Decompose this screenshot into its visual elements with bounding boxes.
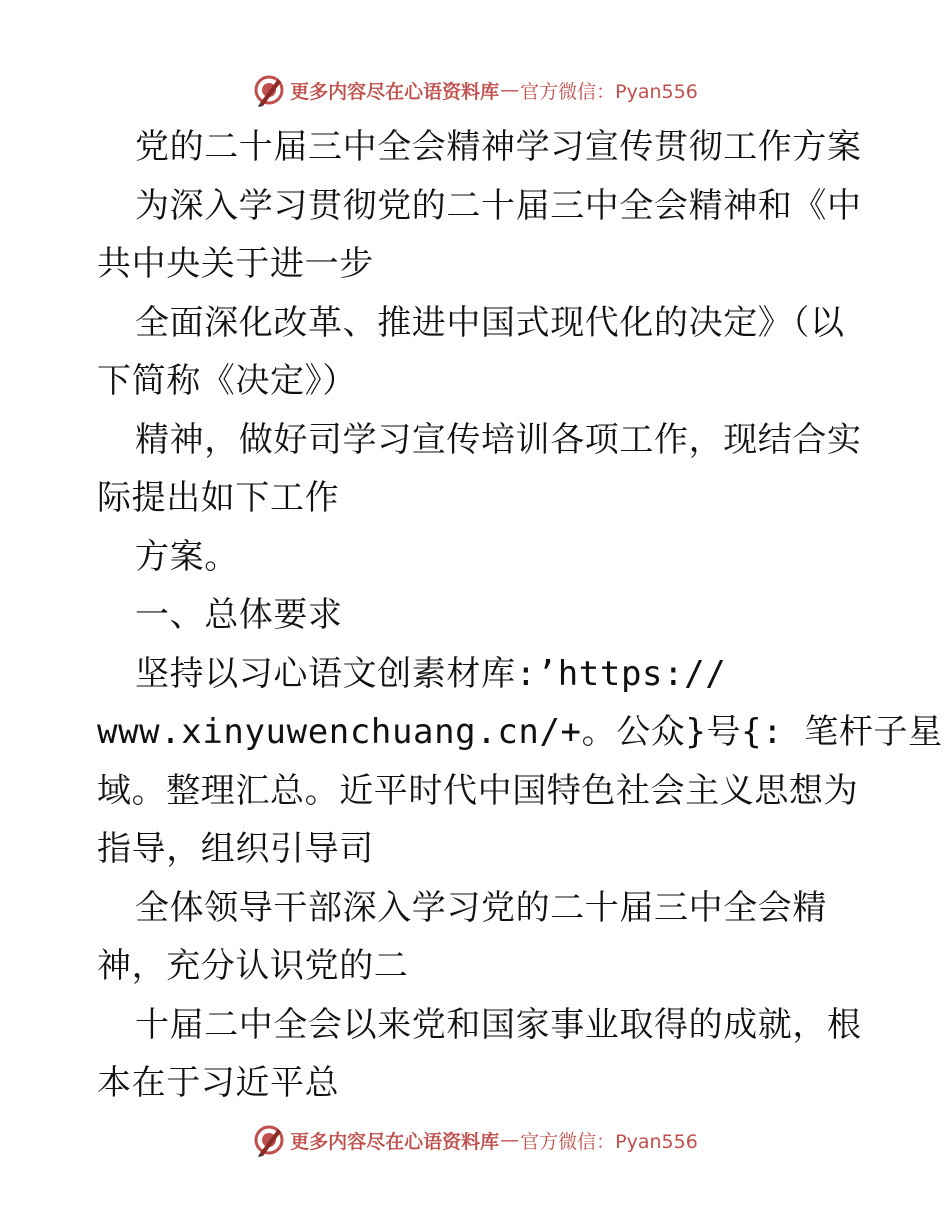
paragraph-line: 神，充分认识党的二 [97,946,409,986]
paragraph-line: 本在于习近平总 [97,1063,340,1103]
paragraph-line: 共中央关于进一步 [97,244,374,284]
document-title: 党的二十届三中全会精神学习宣传贯彻工作方案 [135,127,862,167]
paragraph-line: 十届二中全会以来党和国家事业取得的成就，根 [135,1004,862,1045]
banner-wechat-id: 官方微信：Pyan556 [520,80,698,103]
footer-banner [0,1120,950,1160]
banner-wechat-id: 官方微信：Pyan556 [520,1130,698,1153]
paragraph-line: 全面深化改革、推进中国式现代化的决定》（以 [135,302,845,343]
section-heading: 一、总体要求 [135,595,343,635]
banner-separator: — [500,79,520,101]
paragraph-line: 指导，组织引导司 [97,829,374,869]
paragraph-line: 方案。 [135,536,239,577]
paragraph-line: 坚持以习心语文创素材库:’https:// [135,653,727,694]
paragraph-line: 际提出如下工作 [97,478,340,518]
paragraph-line: 精神，做好司学习宣传培训各项工作，现结合实 [135,419,862,460]
paragraph-line: 为深入学习贯彻党的二十届三中全会精神和《中 [135,185,862,226]
header-banner [0,70,950,110]
pen-logo-icon [252,1123,286,1157]
paragraph-line: 全体领导干部深入学习党的二十届三中全会精 [135,887,827,928]
banner-site-name: 更多内容尽在心语资料库 [290,1130,500,1153]
document-body [97,118,943,1113]
banner-separator: — [500,1129,520,1151]
pen-logo-icon [252,73,286,107]
banner-site-name: 更多内容尽在心语资料库 [290,80,500,103]
paragraph-line: www.xinyuwenchuang.cn/+。公众}号{: 笔杆子星 [97,712,943,752]
paragraph-line: 域。整理汇总。近平时代中国特色社会主义思想为 [97,770,859,811]
paragraph-line: 下简称《决定》） [97,361,357,401]
